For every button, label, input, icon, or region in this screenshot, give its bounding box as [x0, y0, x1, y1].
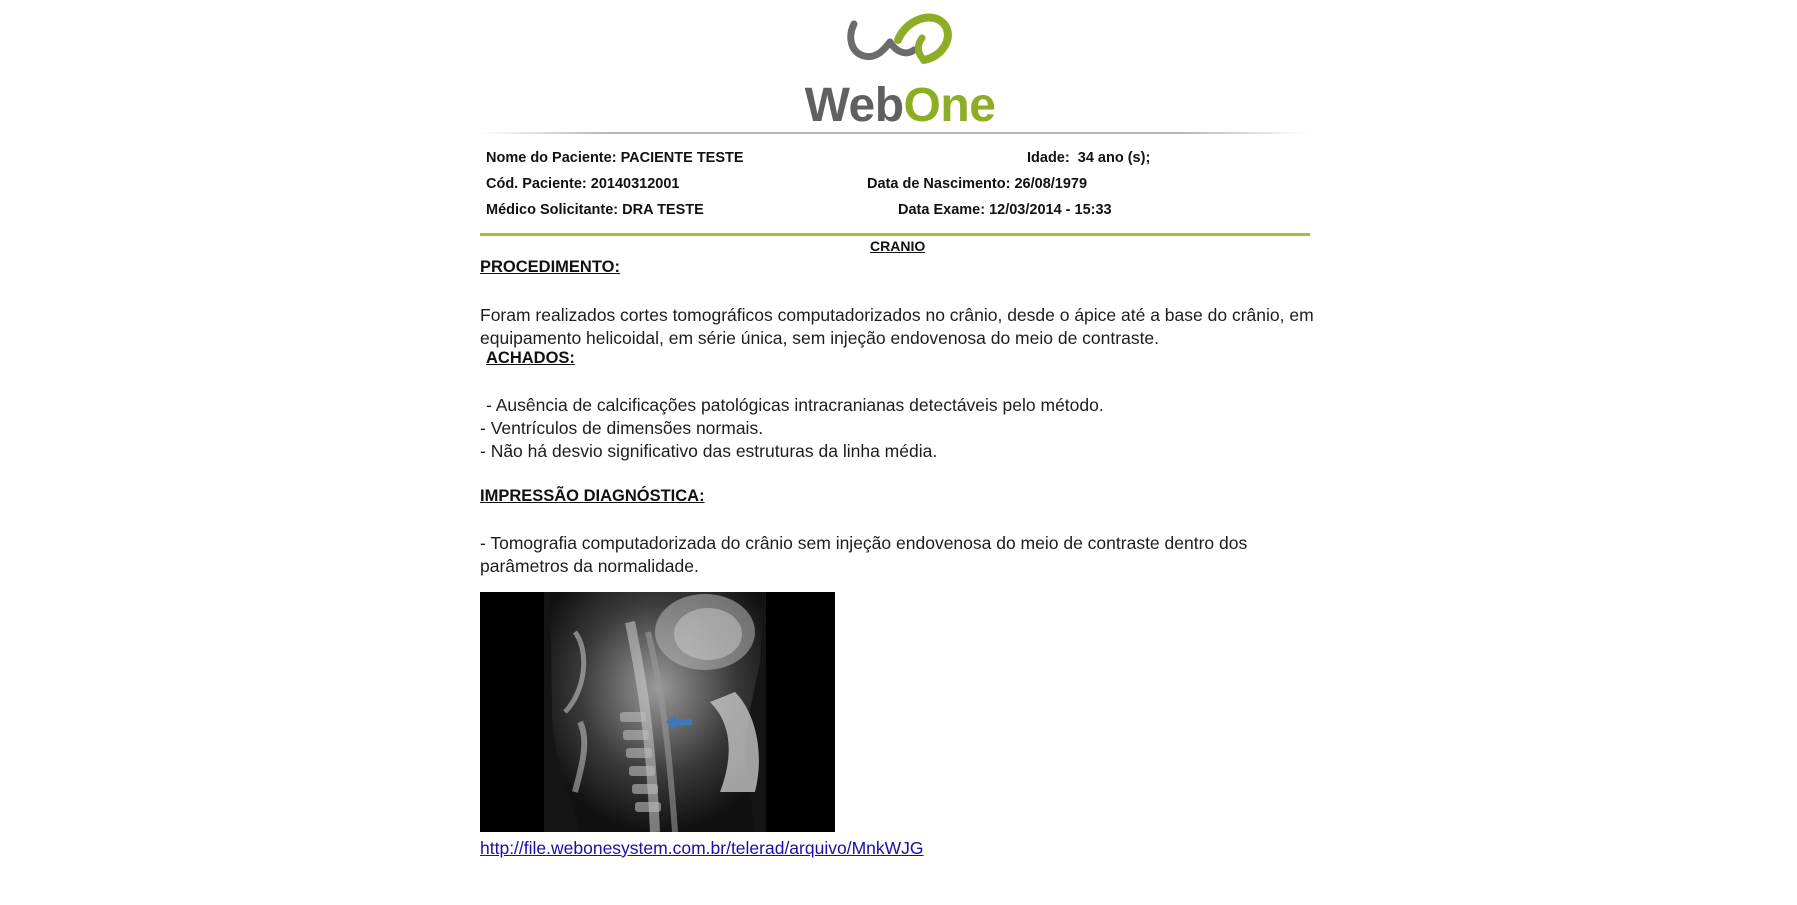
patient-code-value: 20140312001 [590, 176, 680, 192]
header-divider [480, 132, 1310, 134]
webone-logo [800, 6, 1000, 132]
logo-wordmark [800, 78, 1000, 133]
image-link[interactable]: http://file.webonesystem.com.br/telerad/arquivo/MnkWJG [480, 838, 924, 858]
procedure-title: PROCEDIMENTO: [480, 258, 620, 276]
patient-code-label: Cód. Paciente: [486, 176, 587, 192]
doctor-row [486, 202, 704, 218]
logo-word-web: Web [804, 79, 904, 132]
patient-name-value: PACIENTE TESTE [620, 150, 744, 166]
finding-item: - Ausência de calcificações patológicas intracranianas detectáveis pelo método. [486, 395, 1104, 415]
patient-name-label: Nome do Paciente: [486, 150, 617, 166]
doctor-label: Médico Solicitante: [486, 202, 619, 218]
patient-code-row [486, 176, 679, 192]
patient-birth-value: 26/08/1979 [1014, 176, 1088, 192]
patient-divider [480, 233, 1310, 236]
impression-title: IMPRESSÃO DIAGNÓSTICA: [480, 487, 705, 505]
exam-title: CRANIO [870, 238, 926, 254]
patient-age-value: 34 ano (s); [1077, 150, 1151, 166]
finding-item: - Não há desvio significativo das estruturas da linha média. [480, 441, 938, 461]
mri-scan-graphic [480, 592, 835, 832]
patient-age-row [1027, 150, 1150, 166]
finding-item: - Ventrículos de dimensões normais. [480, 418, 764, 438]
doctor-value: DRA TESTE [622, 202, 704, 218]
logo-word-one: One [903, 79, 996, 132]
exam-date-label: Data Exame: [898, 202, 986, 218]
patient-name-row [486, 150, 744, 166]
webone-logo-icon [840, 6, 960, 72]
exam-date-row [898, 202, 1112, 218]
mri-scan-image [480, 592, 835, 832]
findings-title: ACHADOS: [486, 349, 575, 367]
procedure-text: Foram realizados cortes tomográficos computadorizados no crânio, desde o ápice até a base do crânio, em equipamento helicoidal, em série única, sem injeção endovenosa do meio de contraste. [480, 305, 1314, 348]
patient-birth-row [867, 176, 1087, 192]
patient-age-label: Idade: [1027, 150, 1070, 166]
exam-date-value: 12/03/2014 - 15:33 [989, 202, 1112, 218]
patient-birth-label: Data de Nascimento: [867, 176, 1011, 192]
impression-text: - Tomografia computadorizada do crânio sem injeção endovenosa do meio de contraste dentro dos parâmetros da normalidade. [480, 533, 1248, 576]
